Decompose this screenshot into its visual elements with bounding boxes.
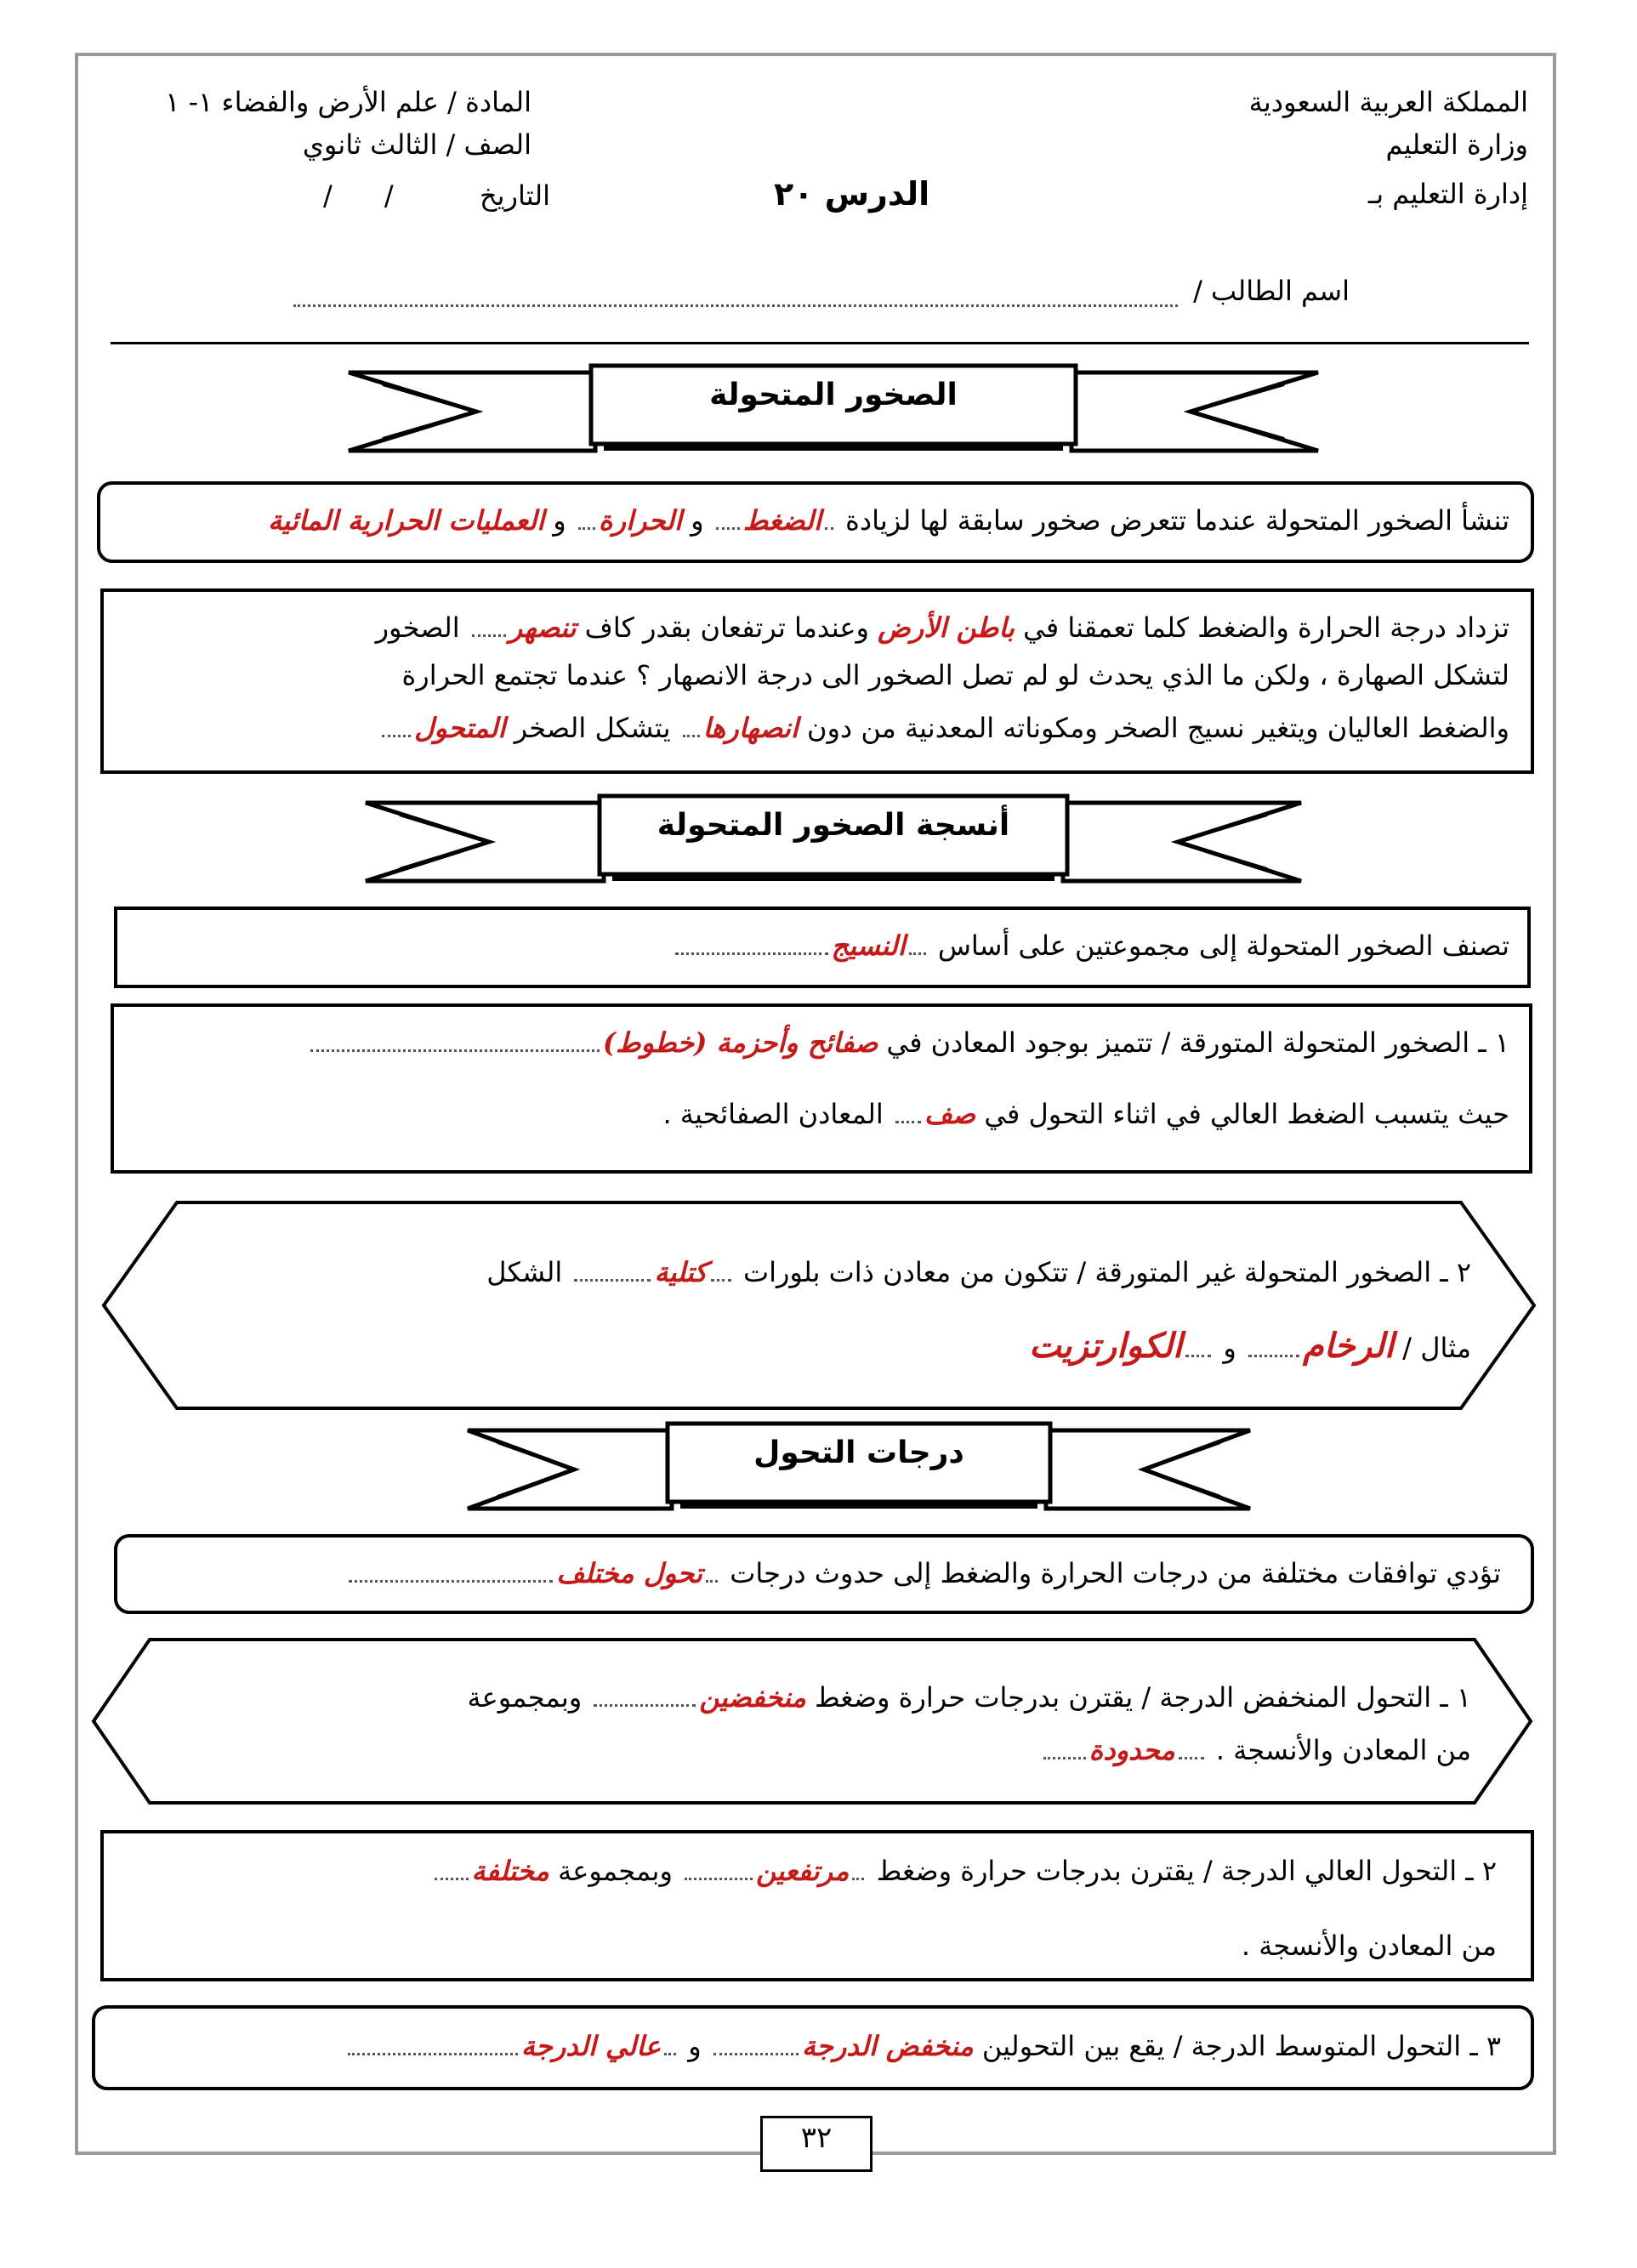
grades-intro-answer: تحول مختلف xyxy=(556,1557,703,1589)
low-grade-dots-1 xyxy=(594,1704,696,1707)
intermediate-conj: و xyxy=(688,2030,702,2062)
grades-intro-dots-1 xyxy=(706,1580,718,1583)
low-grade-box xyxy=(90,1636,1534,1806)
formation-dots-1 xyxy=(472,634,506,637)
foliated-text-1: ١ ـ الصخور المتحولة المتورقة / تتميز بوجود المعادن في xyxy=(886,1026,1509,1059)
non-foliated-dots-3 xyxy=(1248,1355,1299,1357)
foliated-answer-bands: صفائح وأحزمة (خطوط) xyxy=(602,1026,878,1059)
classification-dots-2 xyxy=(675,952,828,955)
foliated-dots-2 xyxy=(895,1121,921,1123)
classification-answer-texture: النسيج xyxy=(831,929,906,962)
intermediate-dots-1 xyxy=(713,2053,799,2055)
intro-conj-2: و xyxy=(553,504,566,537)
intermediate-dots-3 xyxy=(348,2053,518,2055)
low-grade-answer-low: منخفضين xyxy=(699,1681,806,1714)
high-grade-text-1b: وبمجموعة xyxy=(558,1855,673,1887)
high-grade-line-1 xyxy=(431,1847,1497,1895)
non-foliated-box xyxy=(100,1199,1538,1412)
foliated-text-2b: المعادن الصفائحية . xyxy=(662,1098,884,1130)
header-country: المملكة العربية السعودية xyxy=(1248,86,1528,118)
intermediate-grade-line xyxy=(344,2022,1501,2070)
foliated-text-2a: حيث يتسبب الضغط العالي في اثناء التحول في xyxy=(984,1098,1509,1130)
non-foliated-text-2a: مثال / xyxy=(1402,1332,1471,1364)
foliated-answer-align: صف xyxy=(924,1098,976,1130)
low-grade-line-1 xyxy=(467,1674,1471,1721)
low-grade-line-2 xyxy=(1040,1726,1471,1774)
low-grade-answer-limited: محدودة xyxy=(1088,1734,1175,1766)
header-grade: الصف / الثالث ثانوي xyxy=(302,128,531,161)
grades-intro-text: تؤدي توافقات مختلفة من درجات الحرارة والضغط إلى حدوث درجات xyxy=(730,1557,1501,1589)
formation-text-3a: والضغط العاليان ويتغير نسيج الصخر ومكوناته المعدنية من دون xyxy=(806,712,1509,744)
section-title-metamorphic-rocks: الصخور المتحولة xyxy=(709,378,958,412)
header-date-slashes: / / xyxy=(323,179,394,212)
non-foliated-text-1a: ٢ ـ الصخور المتحولة غير المتورقة / تتكون من معادن ذات بلورات xyxy=(742,1256,1471,1288)
non-foliated-line-1 xyxy=(486,1248,1471,1296)
intro-conj-1: و xyxy=(691,504,704,537)
formation-text-3b: يتشكل الصخر xyxy=(514,712,671,744)
header-subject: المادة / علم الأرض والفضاء ١- ١ xyxy=(165,86,531,118)
grades-intro-line xyxy=(345,1549,1501,1597)
formation-dots-3 xyxy=(382,735,411,737)
non-foliated-dots-1 xyxy=(711,1279,731,1282)
high-grade-dots-2 xyxy=(685,1878,753,1880)
grades-intro-dots-2 xyxy=(349,1580,553,1583)
low-grade-text-1a: ١ ـ التحول المنخفض الدرجة / يقترن بدرجات حرارة وضغط xyxy=(815,1681,1471,1714)
intro-text: تنشأ الصخور المتحولة عندما تتعرض صخور سابقة لها لزيادة xyxy=(845,504,1509,537)
formation-answer-melting: انصهارها xyxy=(702,712,799,744)
non-foliated-answer-massive: كتلية xyxy=(654,1256,708,1288)
high-grade-answer-high: مرتفعين xyxy=(756,1855,850,1887)
formation-dots-2 xyxy=(683,735,700,737)
non-foliated-conj: و xyxy=(1223,1332,1236,1364)
header-divider xyxy=(111,342,1529,344)
classification-line xyxy=(672,922,1510,969)
formation-line-2: لتشكل الصهارة ، ولكن ما الذي يحدث لو لم تصل الصخور الى درجة الانصهار ؟ عندما تجتمع الحرارة xyxy=(401,659,1509,691)
header-date-label: التاريخ xyxy=(479,179,550,212)
non-foliated-line-2 xyxy=(1029,1322,1471,1372)
intro-answer-hydrothermal: العمليات الحرارية المائية xyxy=(268,504,545,537)
intro-dots-1 xyxy=(825,527,833,530)
intro-dots-3 xyxy=(578,527,595,530)
formation-text-1a: تزداد درجة الحرارة والضغط كلما تعمقنا في xyxy=(1023,611,1509,644)
section-title-grades: درجات التحول xyxy=(753,1435,964,1470)
non-foliated-dots-4 xyxy=(1185,1355,1211,1357)
formation-answer-melt: تنصهر xyxy=(509,611,577,644)
intermediate-answer-low: منخفض الدرجة xyxy=(801,2030,974,2062)
intermediate-dots-2 xyxy=(664,2053,676,2055)
foliated-dots-1 xyxy=(310,1049,600,1052)
classification-dots-1 xyxy=(909,952,926,955)
non-foliated-dots-2 xyxy=(574,1279,651,1282)
intro-line xyxy=(268,497,1509,544)
student-name-field[interactable] xyxy=(293,304,1178,307)
lesson-title: الدرس ٢٠ xyxy=(774,175,930,213)
formation-line-3 xyxy=(378,704,1509,752)
low-grade-text-2: من المعادن والأنسجة . xyxy=(1215,1734,1471,1766)
header-ministry: وزارة التعليم xyxy=(1385,128,1528,161)
low-grade-dots-2 xyxy=(1179,1757,1204,1759)
intro-answer-heat: الحرارة xyxy=(598,504,682,537)
non-foliated-answer-quartzite: الكوارتزيت xyxy=(1029,1326,1183,1366)
formation-line-1 xyxy=(376,604,1509,651)
page-number: ٣٢ xyxy=(800,2121,833,2155)
intermediate-grade-text: ٣ ـ التحول المتوسط الدرجة / يقع بين التحولين xyxy=(981,2030,1501,2062)
high-grade-dots-3 xyxy=(435,1878,469,1880)
intro-dots-2 xyxy=(716,527,740,530)
section-title-textures: أنسجة الصخور المتحولة xyxy=(657,808,1010,843)
student-name-label: اسم الطالب / xyxy=(1193,275,1350,307)
intermediate-answer-high: عالي الدرجة xyxy=(520,2030,662,2062)
high-grade-dots-1 xyxy=(852,1878,864,1880)
header-department: إدارة التعليم بـ xyxy=(1367,178,1528,210)
non-foliated-text-1b: الشكل xyxy=(486,1256,563,1288)
intro-answer-pressure: الضغط xyxy=(742,504,821,537)
foliated-line-1 xyxy=(307,1019,1509,1066)
low-grade-dots-3 xyxy=(1043,1757,1086,1759)
high-grade-answer-varied: مختلفة xyxy=(471,1855,549,1887)
formation-answer-earth-interior: باطن الأرض xyxy=(878,611,1015,644)
foliated-line-2 xyxy=(662,1090,1509,1138)
low-grade-text-1b: وبمجموعة xyxy=(467,1681,583,1714)
formation-answer-metamorphic: المتحول xyxy=(414,712,506,744)
high-grade-line-2: من المعادن والأنسجة . xyxy=(1241,1930,1497,1962)
formation-text-1c: الصخور xyxy=(375,611,460,644)
non-foliated-answer-marble: الرخام xyxy=(1303,1326,1395,1366)
high-grade-text-1a: ٢ ـ التحول العالي الدرجة / يقترن بدرجات حرارة وضغط xyxy=(876,1855,1497,1887)
classification-text: تصنف الصخور المتحولة إلى مجموعتين على أساس xyxy=(937,929,1509,962)
formation-text-1b: وعندما ترتفعان بقدر كاف xyxy=(584,611,869,644)
